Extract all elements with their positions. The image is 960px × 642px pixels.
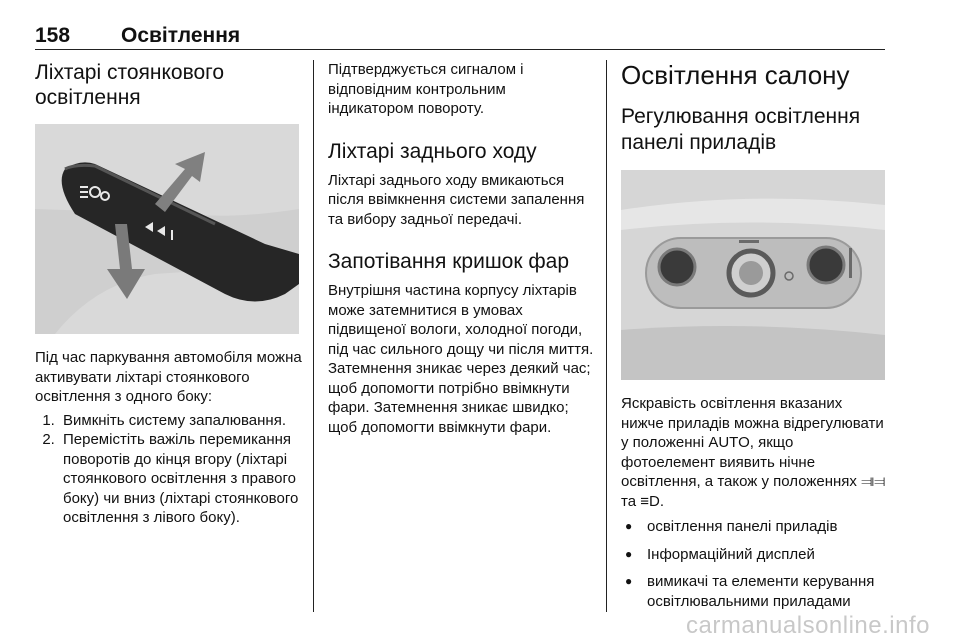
parking-steps [35, 411, 303, 528]
fogging-text: Внутрішня частина корпусу ліхтарів може затемнитися в умовах підвищеної вологи, холодної погоди, під час сильного дощу чи після миття. Затемнення зникає через деякий час; щоб допомогти потрібно ввімкнути фари. Затемнення зникає швидко; щоб допомогти ввімкнути фари. [328, 282, 594, 436]
list-item: ● освітлення панелі приладів [621, 517, 887, 537]
headlight-icon: ≡D [640, 492, 660, 510]
stalk-figure [35, 124, 299, 334]
step-2: 2. Перемістіть важіль перемикання поворотів до кінця вгору (ліхтарі стоянкового освітлення з правого боку) чи вниз (ліхтарі стоянкового освітлення з лівого боку). [59, 430, 303, 528]
list-item: ● Інформаційний дисплей [621, 545, 887, 565]
turn-signal-stalk-illustration [35, 124, 299, 334]
section-title-fogging: Запотівання кришок фар [328, 250, 570, 273]
chapter-title: Освітлення [121, 24, 241, 47]
continued-text: Підтверджується сигналом і відповідним контрольним індикатором повороту. [328, 61, 524, 117]
left-knob [659, 249, 695, 285]
panel-lighting-list [621, 517, 887, 611]
reverse-lights-text: Ліхтарі заднього ходу вмикаються після ввімкнення системи запалення та вибору задньої передачі. [328, 171, 585, 228]
panel-lighting-text [621, 394, 887, 511]
column-reverse-fog [328, 60, 594, 437]
panel-text-part-2: , якщо фотоелемент виявить нічне освітлення, а також у положеннях [621, 434, 862, 490]
list-item: ● вимикачі та елементи керування освітлювальними приладами [621, 572, 887, 611]
column-parking-lights [35, 60, 303, 528]
section-title-parking-lights: Ліхтарі стоянкового освітлення [35, 61, 225, 109]
right-knob [808, 247, 844, 283]
panel-text-end: . [659, 492, 664, 510]
light-switch-panel-illustration [621, 170, 885, 380]
page-number: 158 [35, 24, 71, 47]
section-title-interior-lighting: Освітлення салону [621, 60, 850, 90]
column-interior-lighting [621, 60, 887, 619]
dashboard-figure [621, 170, 885, 380]
column-divider-right [606, 60, 607, 612]
header-rule [35, 49, 885, 50]
auto-label: AUTO [708, 434, 750, 451]
watermark: carmanualsonline.info [686, 612, 930, 639]
step-1: 1. Вимкніть систему запалювання. [59, 411, 303, 431]
panel-text-part-1: Яскравість освітлення вказаних нижче приладів можна відрегулювати у положенні [621, 395, 884, 451]
parking-intro: Під час паркування автомобіля можна активувати ліхтарі стоянкового освітлення з одного боку: [35, 349, 302, 405]
column-divider-left [313, 60, 314, 612]
subsection-title-panel-lighting: Регулювання освітлення панелі приладів [621, 105, 861, 154]
section-title-reverse-lights: Ліхтарі заднього ходу [328, 139, 537, 163]
panel-text-and: та [621, 492, 641, 510]
parking-light-icon: ⫥⫤ [861, 473, 886, 490]
